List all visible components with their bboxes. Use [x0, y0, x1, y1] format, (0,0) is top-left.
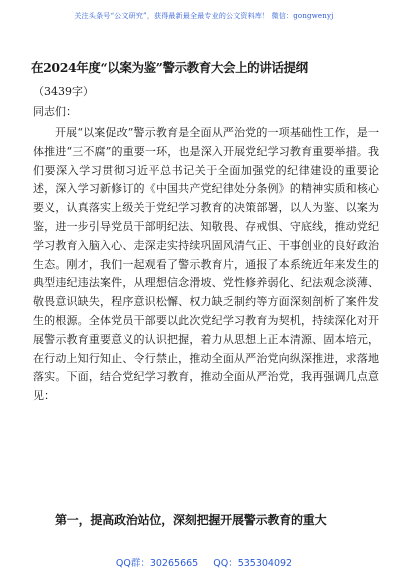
top-banner — [0, 0, 408, 34]
salutation: 同志们： — [33, 105, 77, 118]
qq-group-text: QQ群：30265665 — [115, 558, 199, 569]
qq-number-text: QQ：535304092 — [213, 558, 293, 569]
promo-text: 关注头条号“公文研究”，获得最新最全最专业的公文资料库！ 微信：gongwenyj — [74, 12, 334, 20]
document-body — [33, 124, 379, 406]
word-count: （3439字） — [33, 85, 94, 98]
section-heading: 第一，提高政治站位，深刻把握开展警示教育的重大 — [55, 513, 327, 527]
body-paragraph: 开展“以案促改”警示教育是全面从严治党的一项基础性工作，是一体推进“三不腐”的重要一环，也是深入开展党纪学习教育重要举措。我们要深入学习贯彻习近平总书记关于全面加强党的纪律建设的重要论述，深入学习新修订的《中国共产党纪律处分条例》的精神实质和核心要义，认真落实上级关于党纪学习教育的决策部署，以人为鉴、以案为鉴，进一步引导党员干部明纪法、知敬畏、存戒惧、守底线，推动党纪学习教育入脑入心、走深走实持续巩固风清气正、干事创业的良好政治生态。刚才，我们一起观看了警示教育片，通报了本系统近年来发生的典型违纪违法案件，从理想信念滑坡、党性修养弱化、纪法观念淡薄、敬畏意识缺失，程序意识松懈、权力缺乏制约等方面深刻剖析了案件发生的根源。全体党员干部要以此次党纪学习教育为契机，持续深化对开展警示教育重要意义的认识把握，着力从思想上正本清源、固本培元，在行动上知行知止、令行禁止，推动全面从严治党向纵深推进，求落地落实。下面，结合党纪学习教育，推动全面从严治党，我再强调几点意见： — [33, 126, 379, 403]
footer-contacts — [0, 555, 408, 569]
document-title: 在2024年度“以案为鉴”警示教育大会上的讲话提纲 — [31, 60, 308, 75]
